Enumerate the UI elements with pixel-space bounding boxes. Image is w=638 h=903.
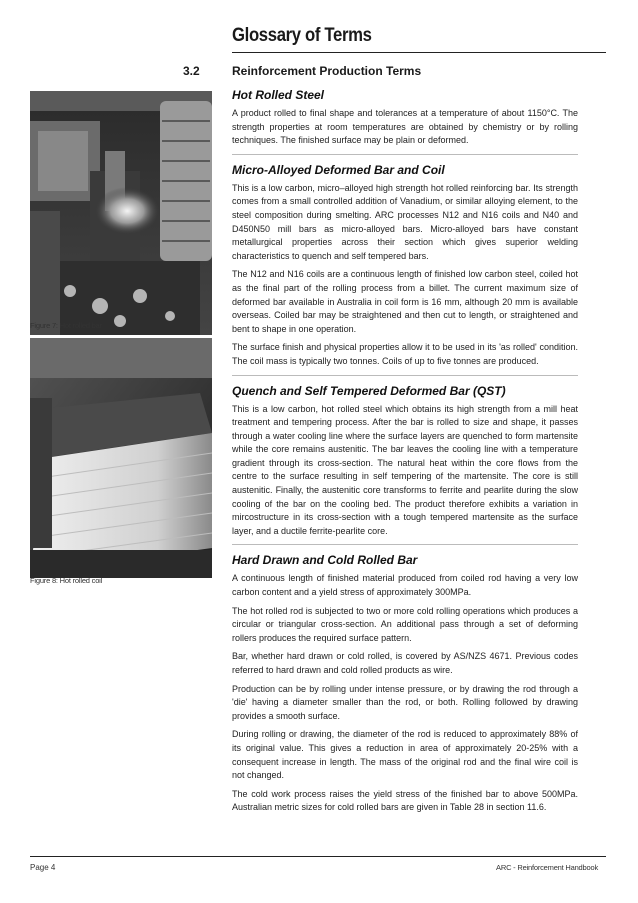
footer-divider [30,856,606,857]
heading-hot-rolled-steel: Hot Rolled Steel [232,88,325,102]
heading-qst: Quench and Self Tempered Deformed Bar (QST) [232,383,506,398]
paragraph: The hot rolled rod is subjected to two or more cold rolling operations which produces a circular or triangular cross-section. An additional pass through a set of deforming rollers produces the required surface pattern. [232,605,578,643]
paragraph: This is a low carbon, hot rolled steel which obtains its high strength from a mill heat treatment and tempering process. After the bar is rolled to size and shape, it passes through a water cooling line where the surface layers are quenched to form martensite while the core remains austenitic. The bar leaves the cooling line with a temperature gradient through its cross-section. The natural heat within the core flows from the centre to the surface resulting in self tempering of the martensite. The core is still austenitic. Finally, the austenitic core transforms to ferrite and pearlite during the slow cooling of the bar on the cooling bed. The product therefore exhibits a variation in mircostructure in its cross-section with a tough tempered martensite as the surface layer, and a ductile ferrite-pearlite core. [232,403,578,536]
section-title: Reinforcement Production Terms [232,64,422,78]
publication-name: ARC - Reinforcement Handbook [496,863,598,872]
figure-8-caption: Figure 8: Hot rolled coil [30,576,103,585]
page-number: Page 4 [30,863,56,872]
page-title: Glossary of Terms [232,25,372,46]
section-divider [232,154,578,155]
paragraph: The surface finish and physical properties allow it to be used in its 'as rolled' condition. The coil mass is typically two tonnes. Coils of up to five tonnes are produced. [232,342,578,366]
paragraph: This is a low carbon, micro–alloyed high strength hot rolled reinforcing bar. Its strength comes from a small controlled addition of Vanadium, or similar alloying element, to the steel composition during smelting. ARC processes N12 and N16 coils and N40 and D450N50 mill bars as micro-alloyed bars. Micro-alloyed bars have constant metallurgical properties across their section which gives superior welding characteristics to quench and self tempered bars. [232,182,578,261]
heading-micro-alloyed: Micro-Alloyed Deformed Bar and Coil [232,162,445,177]
paragraph: During rolling or drawing, the diameter of the rod is reduced to approximately 88% of its original value. This gives a reduction in area of approximately 20-25% with a consequent increase in length. The mass of the original rod and the final wire coil is not changed. [232,729,578,781]
paragraph: The N12 and N16 coils are a continuous length of finished low carbon steel, coiled hot as the final part of the rolling process from a billet. The current maximum size of deformed bar available in Australia in coil form is 16 mm, although 20 mm is available overseas. Coiled bar may be straightened and then cut to length, or straightened and bent to shape in one operation. [232,269,578,334]
title-divider [232,52,606,53]
section-divider [232,544,578,545]
paragraph: A product rolled to final shape and tolerances at a temperature of about 1150°C. The strength properties at room temperatures are obtained by chemistry or by rolling techniques. The finished surface may be plain or deformed. [232,108,578,146]
figure-hot-rolled-coil-photo [30,338,212,578]
paragraph: Production can be by rolling under intense pressure, or by drawing the rod through a 'die' having a diameter smaller than the rod, or both. Rolling followed by drawing provides a smooth surface. [232,683,578,721]
paragraph: Bar, whether hard drawn or cold rolled, is covered by AS/NZS 4671. Previous codes referred to hard drawn and cold rolled products as wire. [232,651,578,675]
paragraph: A continuous length of finished material produced from coiled rod having a very low carbon content and a yield stress of approximately 300MPa. [232,573,578,598]
section-number: 3.2 [183,64,200,78]
glossary-text-column [232,88,578,820]
figure-7-caption: Figure 7: Hot rolled bar [30,321,102,330]
figure-hot-rolled-bar-photo [30,91,212,335]
heading-hard-drawn: Hard Drawn and Cold Rolled Bar [232,553,418,568]
paragraph: The cold work process raises the yield stress of the finished bar to above 500MPa. Australian metric sizes for cold rolled bars are given in Table 28 in section 11.6. [232,788,578,813]
section-divider [232,375,578,376]
